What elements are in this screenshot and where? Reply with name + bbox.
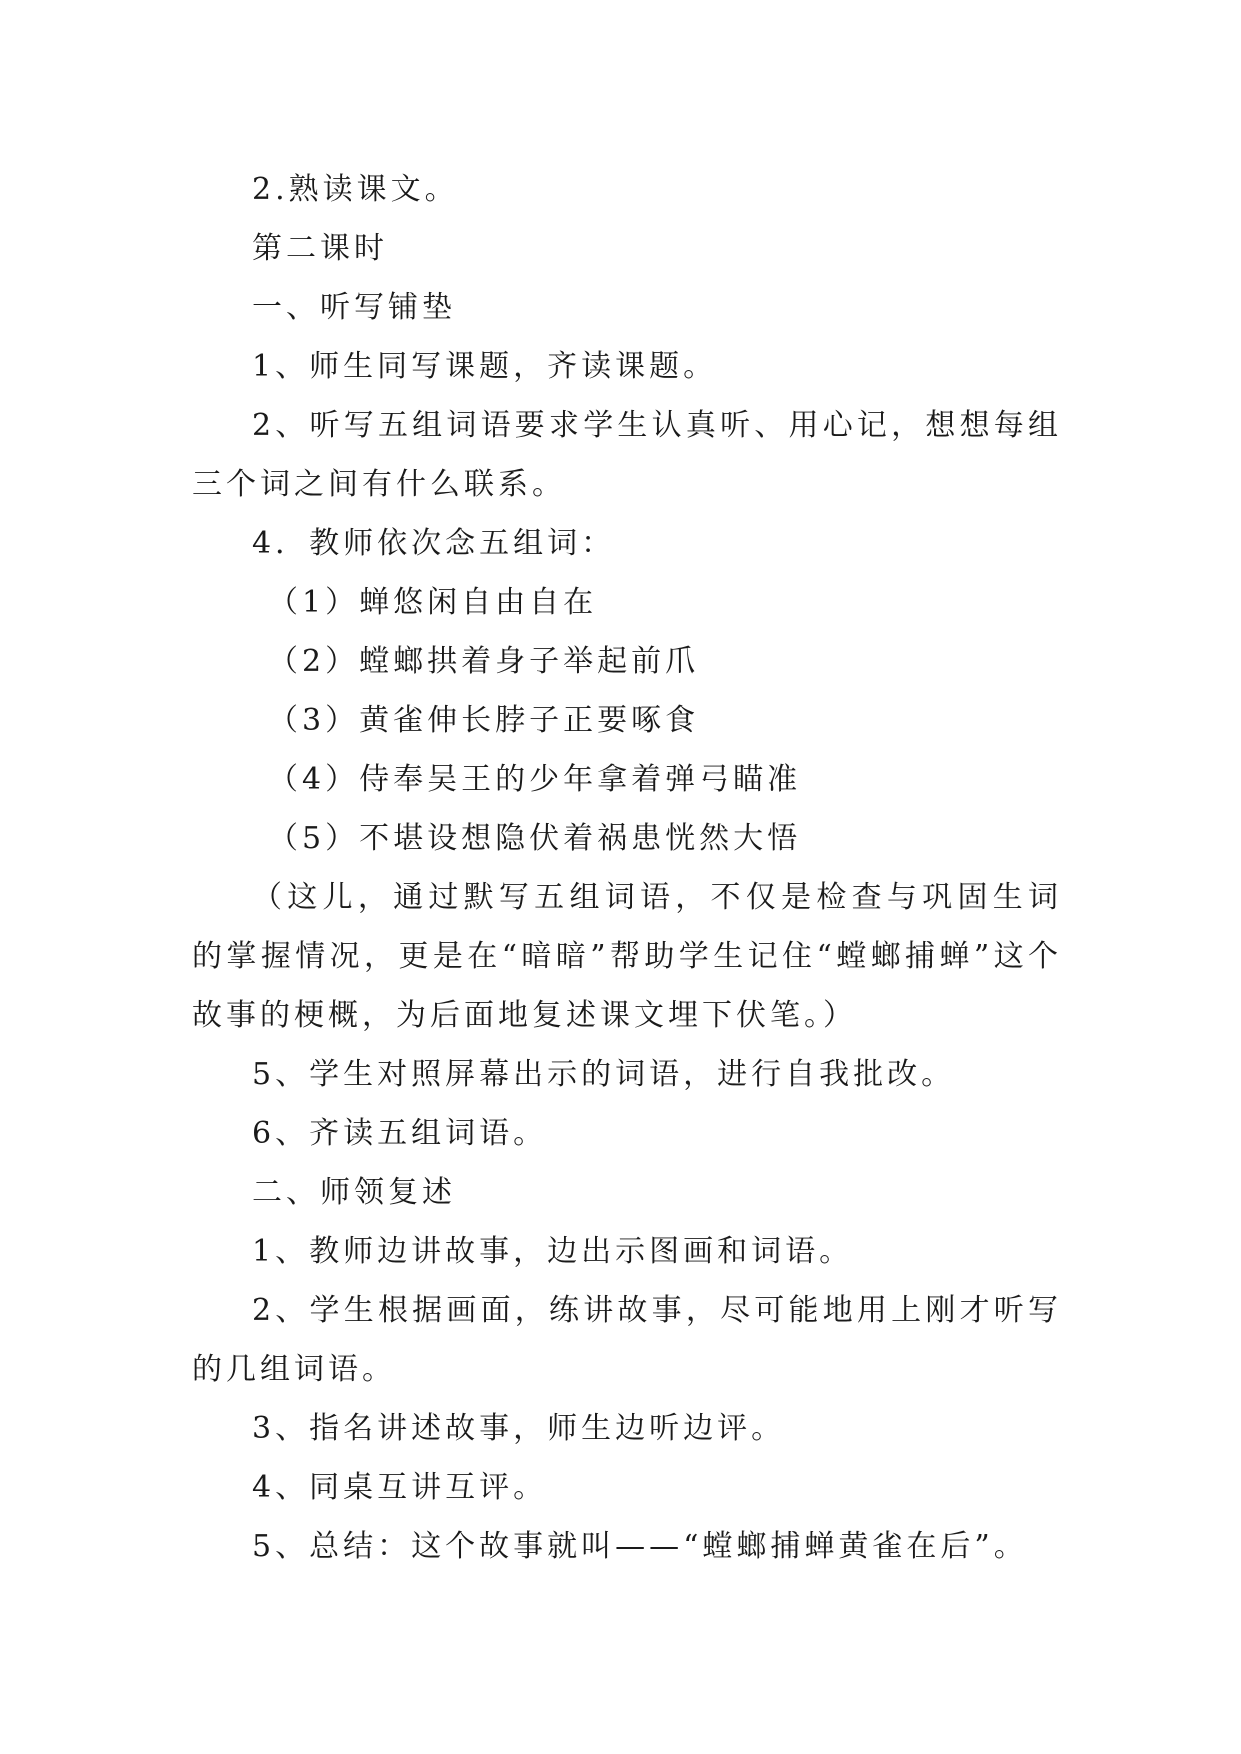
- paragraph-step-5: 5、学生对照屏幕出示的词语，进行自我批改。: [252, 1057, 956, 1092]
- paragraph-retell-5: 5、总结：这个故事就叫——“螳螂捕蝉黄雀在后”。: [252, 1529, 1028, 1564]
- section-heading-retell: 二、师领复述: [252, 1175, 456, 1210]
- paragraph-step-2: 2、听写五组词语要求学生认真听、用心记，想想每组三个词之间有什么联系。: [192, 408, 1062, 502]
- paragraph-read-text: 2.熟读课文。: [252, 172, 459, 207]
- paragraph-retell-2: 2、学生根据画面，练讲故事，尽可能地用上刚才听写的几组词语。: [192, 1293, 1062, 1387]
- word-group-3: （3）黄雀伸长脖子正要啄食: [268, 703, 700, 738]
- document-body: [192, 160, 1062, 1576]
- paragraph-step-4: 4．教师依次念五组词：: [252, 526, 616, 561]
- paragraph-commentary: （这儿，通过默写五组词语，不仅是检查与巩固生词的掌握情况，更是在“暗暗”帮助学生记住“螳螂捕蝉”这个故事的梗概，为后面地复述课文埋下伏笔。）: [192, 880, 1062, 1033]
- word-group-4: （4）侍奉吴王的少年拿着弹弓瞄准: [268, 762, 802, 797]
- word-group-2: （2）螳螂拱着身子举起前爪: [268, 644, 700, 679]
- paragraph-lesson-two: 第二课时: [252, 231, 388, 266]
- word-group-1: （1）蝉悠闲自由自在: [268, 585, 598, 620]
- paragraph-retell-1: 1、教师边讲故事，边出示图画和词语。: [252, 1234, 854, 1269]
- paragraph-retell-4: 4、同桌互讲互评。: [252, 1470, 548, 1505]
- word-group-5: （5）不堪设想隐伏着祸患恍然大悟: [268, 821, 802, 856]
- paragraph-retell-3: 3、指名讲述故事，师生边听边评。: [252, 1411, 786, 1446]
- paragraph-step-1: 1、师生同写课题，齐读课题。: [252, 349, 718, 384]
- paragraph-step-6: 6、齐读五组词语。: [252, 1116, 548, 1151]
- section-heading-dictation: 一、听写铺垫: [252, 290, 456, 325]
